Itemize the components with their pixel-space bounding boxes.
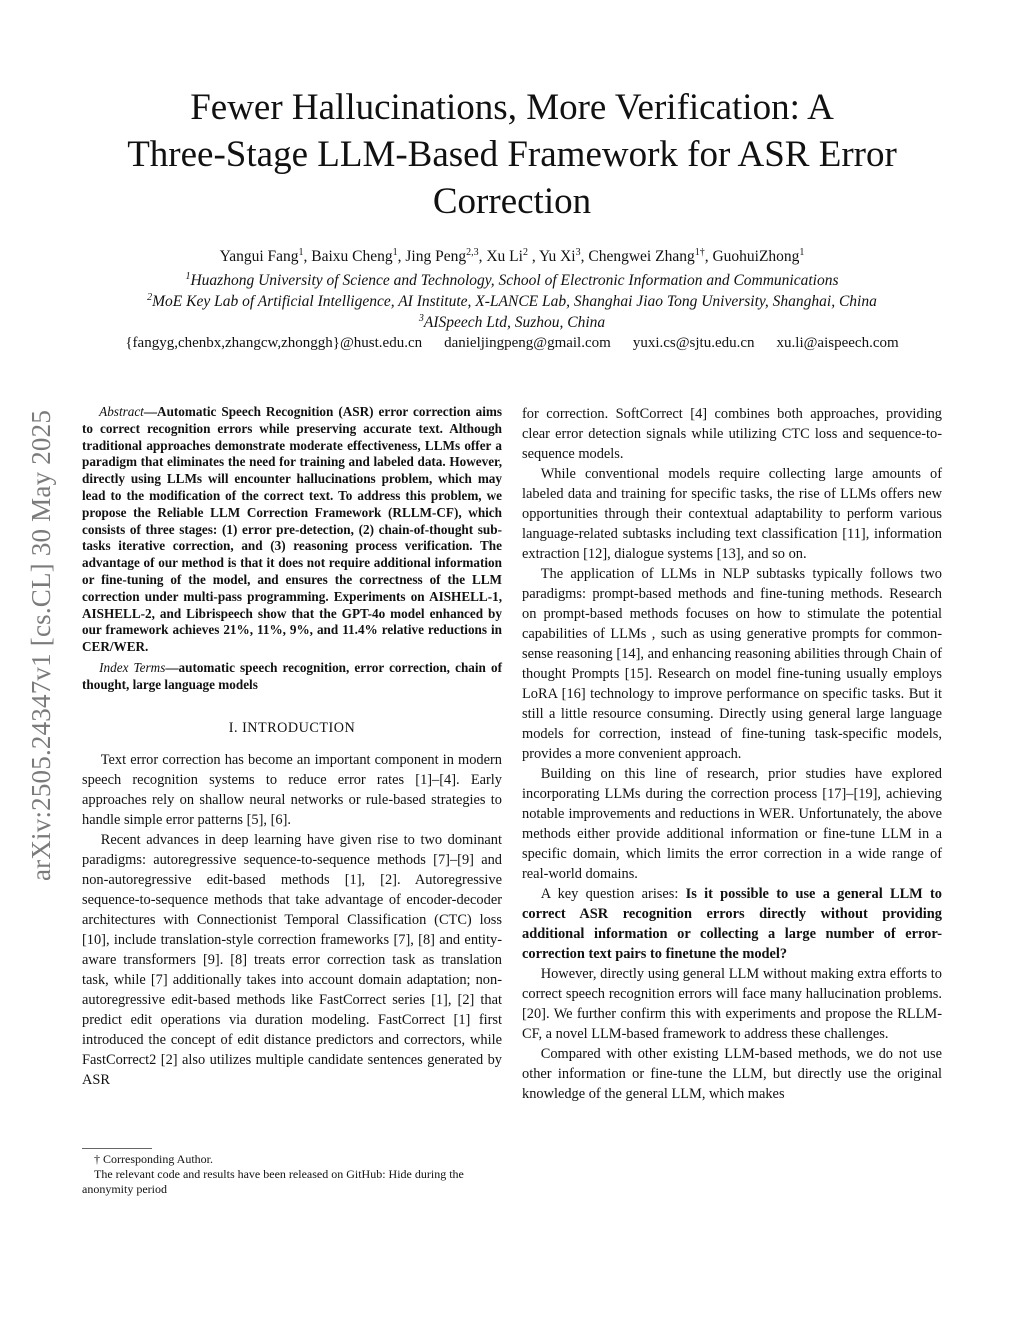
right-column (522, 404, 942, 1104)
index-terms-text: —automatic speech recognition, error correction, chain of thought, large language models (82, 659, 502, 692)
footnotes (82, 1152, 502, 1197)
title-line-2: Three-Stage LLM-Based Framework for ASR Error (127, 134, 897, 175)
affiliation-1: $^1$Huazhong University of Science and Technology, School of Electronic Information and Communications (185, 270, 839, 289)
email: yuxi.cs@sjtu.edu.cn (632, 335, 755, 351)
body-paragraph: While conventional models require collecting large amounts of labeled data and training for specific tasks, the rise of LLMs offers new opportunities through their contextual adaptability to perform various language-related subtasks including text classification [11], information extraction [12], dialogue systems [13], and so on. (522, 466, 942, 562)
body-paragraph: Recent advances in deep learning have given rise to two dominant paradigms: autoregressive sequence-to-sequence methods [7]–[9] and non-autoregressive edit-based methods [1], [2]. Autoregressive sequence-to-sequence methods that take advantage of encoder-decoder architectures with Connectionist Temporal Classification (CTC) loss [10], include translation-style correction frameworks [7], [8] and entity-aware transformers [9]. [8] treats error correction task as translation task, while [7] additionally takes into account domain adaptation; non-autoregressive edit-based methods like FastCorrect series [1], [2] that predict edit operations via duration modeling. FastCorrect [1] first introduced the concept of edit distance predictors and correctors, while FastCorrect2 [2] also utilizes multiple candidate sentences generated by ASR (82, 831, 502, 1088)
key-question-paragraph: A key question arises: Is it possible to use a general LLM to correct ASR recognition errors directly without providing additional information or collecting a large number of error-correction text pairs to finetune the model? (522, 886, 942, 962)
title-line-1: Fewer Hallucinations, More Verification: A (190, 87, 834, 128)
author: Xu Li$^2$ , (486, 246, 540, 265)
footnote: The relevant code and results have been released on GitHub: Hide during the anonymity period (82, 1167, 464, 1196)
body-paragraph: Compared with other existing LLM-based methods, we do not use other information or fine-tune the LLM, but directly use the original knowledge of the general LLM, which makes (522, 1046, 942, 1102)
index-terms-label: Index Terms (99, 659, 166, 675)
body-paragraph: Building on this line of research, prior studies have explored incorporating LLMs during the correction process [17]–[19], achieving notable improvements and reductions in WER. Unfortunately, the above methods either provide additional information or fine-tune LLM in a specific domain, which limits the error correction in a wide range of real-world domains. (522, 766, 942, 882)
author: Baixu Cheng$^1$, (311, 246, 406, 265)
body-paragraph: Text error correction has become an important component in modern speech recognition systems to reduce error rates [1]–[4]. Early approaches rely on shallow neural networks or rule-based strategies to handle simple error patterns [5], [6]. (82, 751, 502, 828)
index-terms (82, 660, 502, 694)
email: {fangyg,chenbx,zhangcw,zhonggh}@hust.edu.cn (125, 335, 423, 351)
abstract (82, 404, 502, 656)
abstract-text: —Automatic Speech Recognition (ASR) error correction aims to correct recognition errors while preserving accurate text. Although traditional approaches demonstrate moderate effectiveness, LLMs offer a paradigm that eliminates the need for training and labeled data. However, directly using LLMs will encounter hallucinations problem, which may lead to the modification of the correct text. To address this problem, we propose the Reliable LLM Correction Framework (RLLM-CF), which consists of three stages: (1) error pre-detection, (2) chain-of-thought sub-tasks iterative correction, and (3) reasoning process verification. The advantage of our method is that it does not require additional information or fine-tuning of the model, and ensures the correctness of the LLM correction under multi-pass programming. Experiments on AISHELL-1, AISHELL-2, and Librispeech show that the GPT-4o model enhanced by our framework achieves 21%, 11%, 9%, and 11.4% relative reductions in CER/WER. (82, 404, 502, 655)
body-paragraph: for correction. SoftCorrect [4] combines both approaches, providing clear error detection signals while utilizing CTC loss and sequence-to-sequence models. (522, 406, 942, 462)
author: GuohuiZhong$^1$ (712, 246, 805, 265)
footnote: † Corresponding Author. (94, 1152, 213, 1166)
email: xu.li@aispeech.com (776, 335, 899, 351)
arxiv-identifier (14, 350, 70, 940)
arxiv-id-text: arXiv:2505.24347v1 [cs.CL] 30 May 2025 (26, 409, 57, 881)
author-list (80, 246, 944, 267)
affiliation-3: $^3$AISpeech Ltd, Suzhou, China (418, 312, 606, 331)
author: Yu Xi$^3$, (539, 246, 589, 265)
paper-title (80, 84, 944, 225)
email: danieljingpeng@gmail.com (444, 335, 611, 351)
affiliation-2: $^2$MoE Key Lab of Artificial Intelligence, AI Institute, X-LANCE Lab, Shanghai Jiao Tong University, Shanghai, China (147, 291, 877, 310)
section-heading: I. INTRODUCTION (228, 719, 356, 736)
email-list (80, 333, 944, 354)
footnote-divider (82, 1148, 152, 1149)
title-line-3: Correction (432, 181, 592, 222)
author: Yangui Fang$^1$, (219, 246, 312, 265)
left-column (82, 404, 502, 1090)
key-question: Is it possible to use a general LLM to correct ASR recognition errors directly without providing additional information or collecting a large number of error-correction text pairs to finetune the model? (522, 886, 942, 962)
body-paragraph: The application of LLMs in NLP subtasks typically follows two paradigms: prompt-based methods and fine-tuning methods. Research on prompt-based methods focuses on how to stimulate the potential capabilities of LLMs , such as using generative prompts for common-sense reasoning [14], and enhancing reasoning abilities through Chain of thought Prompts [15]. Research on model fine-tuning usually employs LoRA [16] technology to improve performance on specific tasks. But it still a little resource consuming. Directly using general large language models for correction, instead of fine-tuning task-specific models, provides a more convenient approach. (522, 566, 942, 762)
abstract-label: Abstract (99, 404, 144, 419)
author: Chengwei Zhang$^{1\dagger}$, (588, 246, 713, 265)
body-paragraph: However, directly using general LLM without making extra efforts to correct speech recognition errors will face many hallucination problems. [20]. We further confirm this with experiments and propose the RLLM-CF, a novel LLM-based framework to address these challenges. (522, 966, 942, 1042)
author: Jing Peng$^{2,3}$, (405, 246, 487, 265)
